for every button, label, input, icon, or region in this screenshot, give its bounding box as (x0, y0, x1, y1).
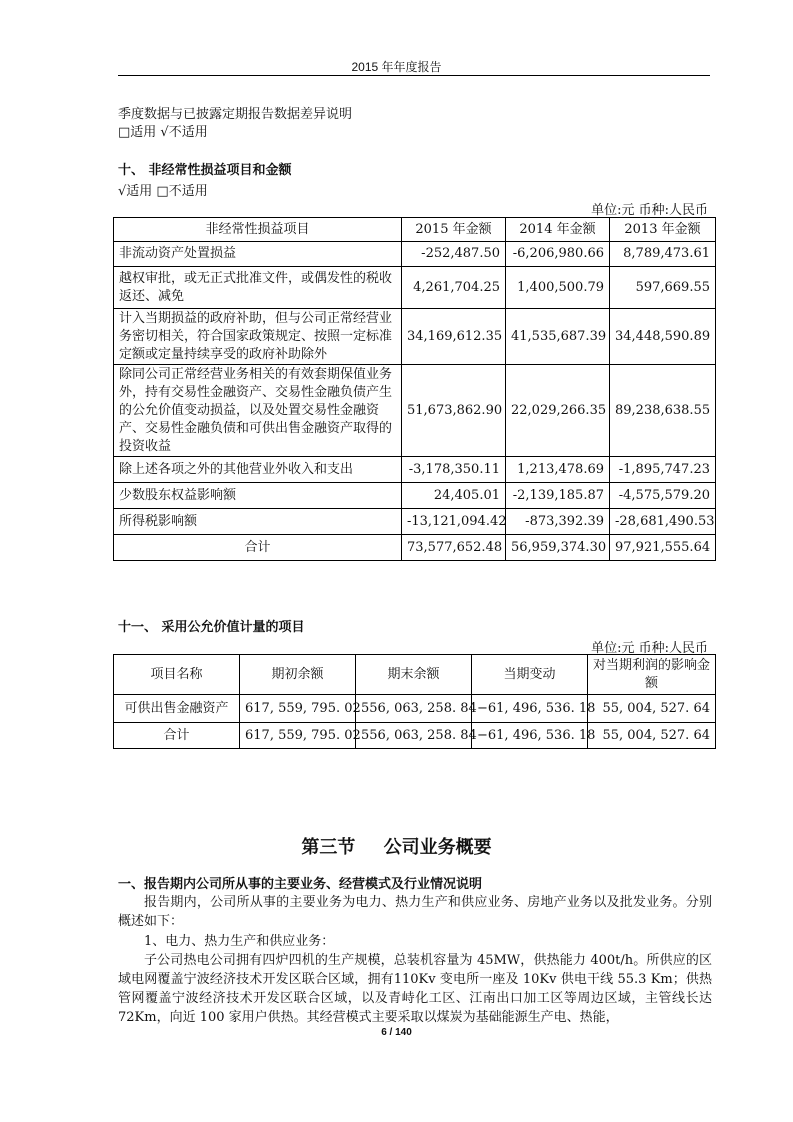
table-row (114, 457, 716, 483)
row-2013: 89,238,638.55 (610, 365, 716, 457)
row-end: 556, 063, 258. 84 (356, 695, 472, 723)
row-2014: 41,535,687.39 (506, 309, 610, 365)
total-label: 合计 (114, 535, 402, 561)
row-item: 计入当期损益的政府补助，但与公司正常经营业务密切相关，符合国家政策规定、按照一定标准定额或定量持续享受的政府补助除外 (114, 309, 402, 365)
col-header-name: 项目名称 (114, 655, 240, 695)
row-name: 可供出售金融资产 (114, 695, 240, 723)
section3-title: 第三节 公司业务概要 (301, 837, 492, 858)
section3-para2: 子公司热电公司拥有四炉四机的生产规模，总装机容量为 45MW，供热能力 400t/h。所供应的区域电网覆盖宁波经济技术开发区联合区域，拥有110Kv 变电所一座及 10Kv 供电干线 55.3 Km；供热管网覆盖宁波经济技术开发区联合区域，以及青峙化工区、江南出口加工区等周边区域，主管线长达 72Km，向近 100 家用户供热。其经营模式主要采取以煤炭为基础能源生产电、热能， (118, 953, 712, 1025)
section3-item1: 1、电力、热力生产和供应业务： (144, 934, 335, 949)
section10-title: 十、 非经常性损益项目和金额 (118, 163, 292, 178)
row-2015: 34,169,612.35 (402, 309, 506, 365)
total-end: 556, 063, 258. 84 (356, 723, 472, 749)
total-begin: 617, 559, 795. 02 (240, 723, 356, 749)
section10-options: √适用 □不适用 (118, 184, 208, 199)
col-header-impact: 对当期利润的影响金额 (588, 655, 716, 695)
col-header-2014: 2014 年金额 (506, 218, 610, 242)
row-item: 除同公司正常经营业务相关的有效套期保值业务外，持有交易性金融资产、交易性金融负债产生的公允价值变动损益，以及处置交易性金融资产、交易性金融负债和可供出售金融资产取得的投资收益 (114, 365, 402, 457)
page-header-title: 2015 年年度报告 (351, 60, 442, 74)
total-label: 合计 (114, 723, 240, 749)
row-impact: 55, 004, 527. 64 (588, 695, 716, 723)
section3-para1: 报告期内，公司所从事的主要业务为电力、热力生产和供应业务、房地产业务以及批发业务。分别概述如下： (118, 895, 712, 929)
row-item: 非流动资产处置损益 (114, 242, 402, 267)
row-2013: 597,669.55 (610, 267, 716, 309)
quarterly-note-options: □适用 √不适用 (118, 125, 208, 140)
row-item: 越权审批，或无正式批准文件，或偶发性的税收返还、减免 (114, 267, 402, 309)
table-row (114, 365, 716, 457)
row-change: −61, 496, 536. 18 (472, 695, 588, 723)
row-item: 少数股东权益影响额 (114, 483, 402, 509)
row-2013: -1,895,747.23 (610, 457, 716, 483)
row-2014: 22,029,266.35 (506, 365, 610, 457)
row-2015: -13,121,094.42 (402, 509, 506, 535)
col-header-change: 当期变动 (472, 655, 588, 695)
row-2014: -873,392.39 (506, 509, 610, 535)
table-row (114, 309, 716, 365)
col-header-2013: 2013 年金额 (610, 218, 716, 242)
row-2015: 4,261,704.25 (402, 267, 506, 309)
row-2013: -28,681,490.53 (610, 509, 716, 535)
non-recurring-items-table (113, 217, 716, 561)
total-2013: 97,921,555.64 (610, 535, 716, 561)
total-change: −61, 496, 536. 18 (472, 723, 588, 749)
row-begin: 617, 559, 795. 02 (240, 695, 356, 723)
section11-unit: 单位:元 币种:人民币 (591, 641, 708, 656)
col-header-item: 非经常性损益项目 (114, 218, 402, 242)
fair-value-table (113, 654, 716, 749)
row-2014: -6,206,980.66 (506, 242, 610, 267)
row-2014: 1,213,478.69 (506, 457, 610, 483)
row-2015: -252,487.50 (402, 242, 506, 267)
page-number: 6 / 140 (381, 1027, 412, 1038)
col-header-end: 期末余额 (356, 655, 472, 695)
row-2014: 1,400,500.79 (506, 267, 610, 309)
total-2014: 56,959,374.30 (506, 535, 610, 561)
table-row (114, 483, 716, 509)
row-2013: -4,575,579.20 (610, 483, 716, 509)
row-2013: 34,448,590.89 (610, 309, 716, 365)
row-2015: 24,405.01 (402, 483, 506, 509)
col-header-2015: 2015 年金额 (402, 218, 506, 242)
header-rule (118, 75, 710, 76)
section10-unit: 单位:元 币种:人民币 (591, 203, 708, 218)
row-2013: 8,789,473.61 (610, 242, 716, 267)
row-2015: -3,178,350.11 (402, 457, 506, 483)
table-total-row (114, 535, 716, 561)
table-row (114, 242, 716, 267)
quarterly-note-title: 季度数据与已披露定期报告数据差异说明 (118, 107, 353, 122)
total-2015: 73,577,652.48 (402, 535, 506, 561)
row-item: 除上述各项之外的其他营业外收入和支出 (114, 457, 402, 483)
col-header-begin: 期初余额 (240, 655, 356, 695)
table-row (114, 267, 716, 309)
table-row (114, 695, 716, 723)
section11-title: 十一、 采用公允价值计量的项目 (118, 620, 305, 635)
table-row (114, 509, 716, 535)
total-impact: 55, 004, 527. 64 (588, 723, 716, 749)
table-total-row (114, 723, 716, 749)
row-2015: 51,673,862.90 (402, 365, 506, 457)
row-2014: -2,139,185.87 (506, 483, 610, 509)
section3-subtitle: 一、报告期内公司所从事的主要业务、经营模式及行业情况说明 (118, 877, 483, 892)
row-item: 所得税影响额 (114, 509, 402, 535)
